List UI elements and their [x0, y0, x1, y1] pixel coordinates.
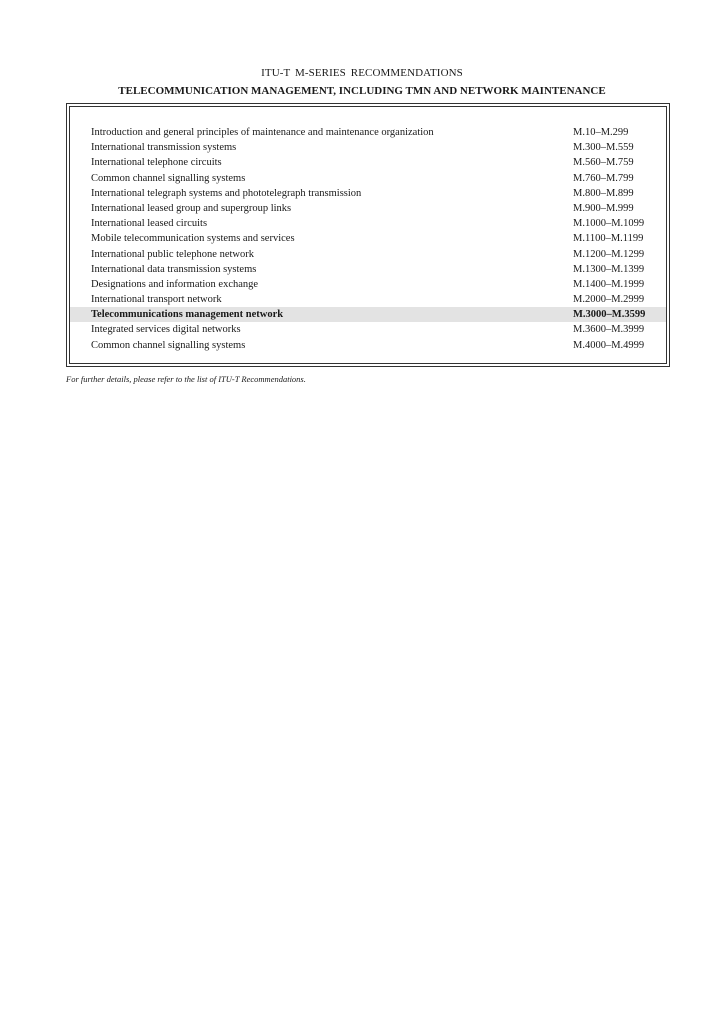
row-topic: International transmission systems [91, 142, 237, 154]
row-topic: Common channel signalling systems [91, 172, 246, 184]
row-range: M.1400–M.1999 [573, 278, 645, 290]
table-row [70, 277, 666, 292]
row-topic: International leased circuits [91, 218, 208, 230]
table-row [70, 125, 666, 140]
row-topic: International data transmission systems [91, 263, 257, 275]
table-row [70, 201, 666, 216]
row-range: M.560–M.759 [573, 157, 634, 169]
table-row [70, 140, 666, 155]
row-topic: Integrated services digital networks [91, 324, 241, 336]
table-row [70, 247, 666, 262]
series-subtitle: TELECOMMUNICATION MANAGEMENT, INCLUDING TMN AND NETWORK MAINTENANCE [118, 85, 606, 97]
recommendations-table-inner-border [69, 106, 667, 364]
row-range: M.1200–M.1299 [573, 248, 645, 260]
table-row [70, 155, 666, 170]
row-range: M.1300–M.1399 [573, 263, 645, 275]
recommendations-table [66, 103, 670, 367]
row-range: M.4000–M.4999 [573, 339, 645, 351]
row-range: M.900–M.999 [573, 202, 634, 214]
row-topic: International transport network [91, 294, 222, 306]
row-topic: Telecommunications management network [91, 309, 284, 321]
row-topic: Mobile telecommunication systems and services [91, 233, 295, 245]
row-topic: International public telephone network [91, 248, 254, 260]
row-topic: International leased group and supergroup links [91, 202, 292, 214]
row-range: M.300–M.559 [573, 142, 634, 154]
row-range: M.1100–M.1199 [573, 233, 644, 245]
series-title: ITU-T M-SERIES RECOMMENDATIONS [261, 67, 463, 79]
row-topic: Designations and information exchange [91, 278, 259, 290]
table-row [70, 292, 666, 307]
table-row [70, 186, 666, 201]
row-topic: Common channel signalling systems [91, 339, 246, 351]
table-row [70, 216, 666, 231]
recommendations-list [70, 125, 666, 353]
row-topic: International telephone circuits [91, 157, 222, 169]
table-row [70, 322, 666, 337]
row-topic: Introduction and general principles of maintenance and maintenance organization [91, 127, 434, 138]
row-range: M.2000–M.2999 [573, 294, 645, 306]
row-topic: International telegraph systems and phototelegraph transmission [91, 187, 362, 199]
row-range: M.760–M.799 [573, 172, 634, 184]
table-row [70, 231, 666, 246]
row-range: M.3000–M.3599 [573, 309, 646, 321]
row-range: M.1000–M.1099 [573, 218, 645, 230]
row-range: M.10–M.299 [573, 127, 629, 138]
table-row [70, 338, 666, 353]
table-row-highlighted [70, 307, 666, 322]
row-range: M.800–M.899 [573, 187, 634, 199]
table-row [70, 171, 666, 186]
table-row [70, 262, 666, 277]
footnote: For further details, please refer to the list of ITU-T Recommendations. [66, 374, 306, 384]
row-range: M.3600–M.3999 [573, 324, 645, 336]
